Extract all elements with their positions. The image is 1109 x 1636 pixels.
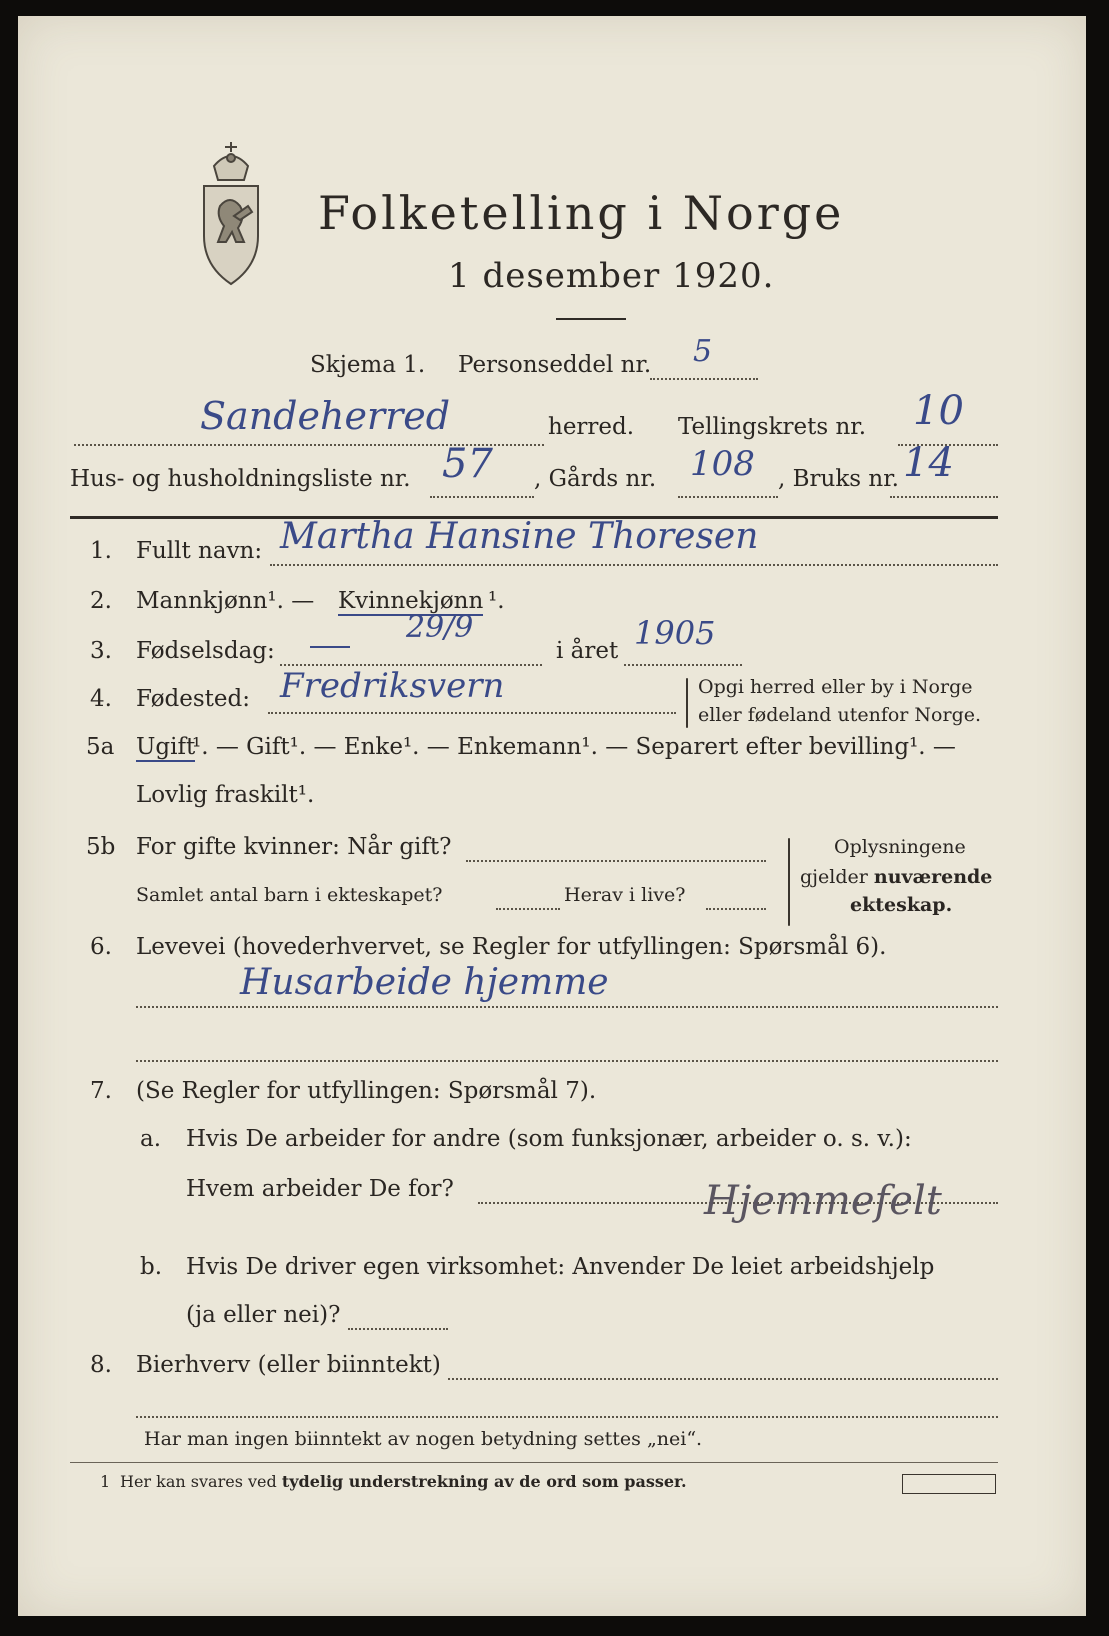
gards-field-line [678,496,778,498]
q2-female-option-underlined[interactable]: Kvinnekjønn [338,588,484,614]
q8-number: 8. [90,1352,112,1378]
footnote-rule [70,1462,998,1463]
footnote-mark: 1 [100,1472,111,1491]
q3-year-label: i året [556,638,619,664]
q1-number: 1. [90,538,112,564]
q5a-line2[interactable]: Lovlig fraskilt¹. [136,782,315,808]
bruks-field-line [890,496,998,498]
q7b-label2: (ja eller nei)? [186,1302,341,1328]
printer-stamp [902,1474,996,1494]
q8-field-line2 [136,1416,998,1418]
q7-number: 7. [90,1078,112,1104]
personseddel-label: Personseddel nr. [458,352,652,378]
q5b-married-field-line [466,860,766,862]
form-title: Folketelling i Norge [318,186,845,240]
bruks-value[interactable]: 14 [903,440,954,486]
q4-field-line [268,712,676,714]
q8-label: Bierhverv (eller biinntekt) [136,1352,441,1378]
herred-value[interactable]: Sandeherred [200,394,451,438]
q8-field-line1 [448,1378,998,1380]
q4-birthplace-value[interactable]: Fredriksvern [280,666,505,706]
husliste-label: Hus- og husholdningsliste nr. [70,466,411,492]
q4-label: Fødested: [136,686,251,712]
q4-brace [686,678,688,728]
q5b-label-married: For gifte kvinner: Når gift? [136,834,452,860]
q6-field-line1 [136,1006,998,1008]
footnote-text [120,1472,687,1491]
q7b-number: b. [140,1254,163,1280]
q7a-employer-value[interactable]: Hjemmefelt [704,1178,942,1224]
q7b-label1: Hvis De driver egen virksomhet: Anvender De leiet arbeidshjelp [186,1254,935,1280]
q1-field-line [270,564,998,566]
q5b-note-line1: Oplysningene [834,836,966,858]
q5b-note-line2 [800,866,992,888]
herred-label: herred. [548,414,635,440]
q5a-other-options[interactable]: ¹. — Gift¹. — Enke¹. — Enkemann¹. — Separert efter bevilling¹. — [192,734,956,760]
schema-label: Skjema 1. [310,352,426,378]
coat-of-arms-icon [190,136,272,296]
personseddel-field-line [650,378,758,380]
q6-label: Levevei (hovederhvervet, se Regler for utfyllingen: Spørsmål 6). [136,934,887,960]
q2-number: 2. [90,588,112,614]
census-date: 1 desember 1920. [448,256,775,296]
q5b-alive-field-line [706,908,766,910]
tellingskrets-label: Tellingskrets nr. [678,414,867,440]
bruks-label: , Bruks nr. [778,466,899,492]
q5a-number: 5a [86,734,115,760]
q5b-label-children: Samlet antal barn i ekteskapet? [136,884,443,906]
q7a-label1: Hvis De arbeider for andre (som funksjonær, arbeider o. s. v.): [186,1126,912,1152]
q5b-brace [788,838,790,926]
q5b-note-line3: ekteskap. [850,894,953,916]
husliste-field-line [430,496,534,498]
q5b-label-alive: Herav i live? [564,884,686,906]
q5b-note-line2-b: nuværende [873,866,993,888]
census-form [18,16,1086,1616]
footnote-text-a: Her kan svares ved [120,1472,282,1491]
title-divider [556,318,626,320]
q5b-note-line2-a: gjelder [800,866,874,888]
q1-label: Fullt navn: [136,538,263,564]
q7-label: (Se Regler for utfyllingen: Spørsmål 7). [136,1078,597,1104]
q7a-label2: Hvem arbeider De for? [186,1176,454,1202]
q6-number: 6. [90,934,112,960]
gards-label: , Gårds nr. [534,466,657,492]
q6-field-line2 [136,1060,998,1062]
q1-full-name-value[interactable]: Martha Hansine Thoresen [280,516,759,557]
q7b-field-line [348,1328,448,1330]
q3-birthday-value[interactable]: 29/9 [406,610,474,645]
q3-year-field-line [624,664,742,666]
q7a-number: a. [140,1126,162,1152]
q4-number: 4. [90,686,112,712]
q5a-ugift-option-underlined[interactable]: Ugift [136,734,196,760]
q5b-number: 5b [86,834,116,860]
tellingskrets-value[interactable]: 10 [913,388,964,434]
q3-label: Fødselsdag: [136,638,275,664]
personseddel-value[interactable]: 5 [693,334,713,369]
q4-note-line2: eller fødeland utenfor Norge. [698,704,982,726]
husliste-value[interactable]: 57 [442,441,493,487]
q6-occupation-value[interactable]: Husarbeide hjemme [240,962,609,1003]
footnote-text-b: tydelig understrekning av de ord som passer. [281,1472,687,1491]
q2-male-option[interactable]: Mannkjønn¹. — [136,588,315,614]
q3-dash-mark [310,646,350,648]
q3-year-value[interactable]: 1905 [634,614,716,652]
q2-female-sup: ¹. [488,588,505,614]
q4-note-line1: Opgi herred eller by i Norge [698,676,973,698]
gards-value[interactable]: 108 [690,444,755,484]
biinntekt-note: Har man ingen biinntekt av nogen betydning settes „nei“. [144,1428,703,1450]
q5b-children-field-line [496,908,560,910]
q3-number: 3. [90,638,112,664]
